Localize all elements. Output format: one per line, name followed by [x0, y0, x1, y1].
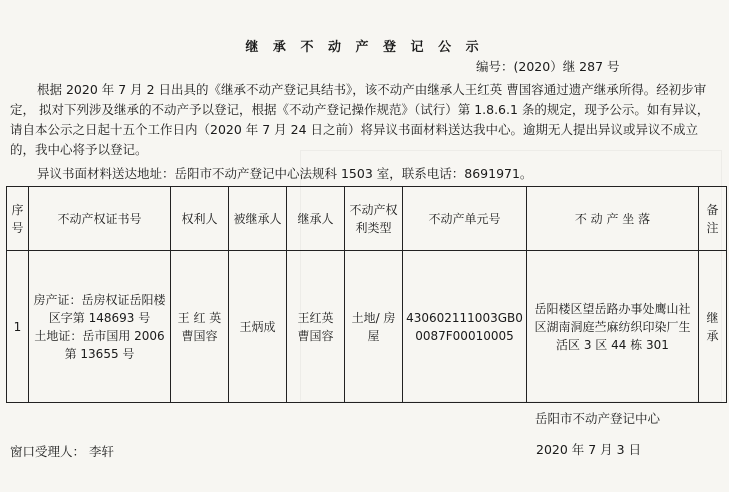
registration-table [6, 186, 727, 403]
header-unit-no: 不动产单元号 [403, 187, 527, 251]
notice-title: 继 承 不 动 产 登 记 公 示 [245, 40, 484, 55]
cell-right-holder: 王 红 英 曹国容 [171, 251, 229, 403]
header-location: 不 动 产 坐 落 [527, 187, 699, 251]
cell-cert-no [29, 251, 171, 403]
cell-deceased: 王炳成 [229, 251, 287, 403]
cell-remark: 继 承 [699, 251, 727, 403]
header-remark: 备注 [699, 187, 727, 251]
window-handler [10, 442, 114, 460]
table-row [7, 251, 727, 403]
objection-address-paragraph: 异议书面材料送达地址：岳阳市不动产登记中心法规科 1503 室，联系电话：8691971。 [37, 166, 533, 181]
cert-house: 房产证：岳房权证岳阳楼区字第 148693 号 [33, 292, 166, 325]
handler-label: 窗口受理人： [10, 444, 86, 459]
cell-location: 岳阳楼区望岳路办事处鹰山社区湖南洞庭苎麻纺织印染厂生活区 3 区 44 栋 301 [527, 251, 699, 403]
header-seq: 序号 [7, 187, 29, 251]
notice-date: 2020 年 7 月 3 日 [536, 442, 642, 457]
header-cert-no: 不动产权证书号 [29, 187, 171, 251]
header-heir: 继承人 [287, 187, 345, 251]
cell-unit-no: 430602111003GB00087F00010005 [403, 251, 527, 403]
document-number: 编号：(2020）继 287 号 [476, 59, 620, 74]
cell-seq: 1 [7, 251, 29, 403]
table-header-row [7, 187, 727, 251]
header-right-type: 不动产权利类型 [345, 187, 403, 251]
cell-right-type: 土地/ 房屋 [345, 251, 403, 403]
header-deceased: 被继承人 [229, 187, 287, 251]
notice-paragraph-main: 根据 2020 年 7 月 2 日出具的《继承不动产登记具结书》，该不动产由继承人王红英 曹国容通过遗产继承所得。经初步审定， 拟对下列涉及继承的不动产予以登记，根据《不动产登记操作规范》（试行）第 1.8.6.1 条的规定，现予公示。如有异议，请自本公示之日起十五个工作日内（2020 年 7 月 24 日之前）将异议书面材料送达我中心。逾期无人提出异议或异议不成立的，我中心将予以登记。 [10, 82, 710, 157]
issuing-organization: 岳阳市不动产登记中心 [535, 411, 661, 426]
cell-heir: 王红英 曹国容 [287, 251, 345, 403]
handler-name: 李轩 [89, 444, 115, 459]
header-right-holder: 权利人 [171, 187, 229, 251]
cert-land: 土地证：岳市国用 2006 第 13655 号 [34, 328, 165, 361]
